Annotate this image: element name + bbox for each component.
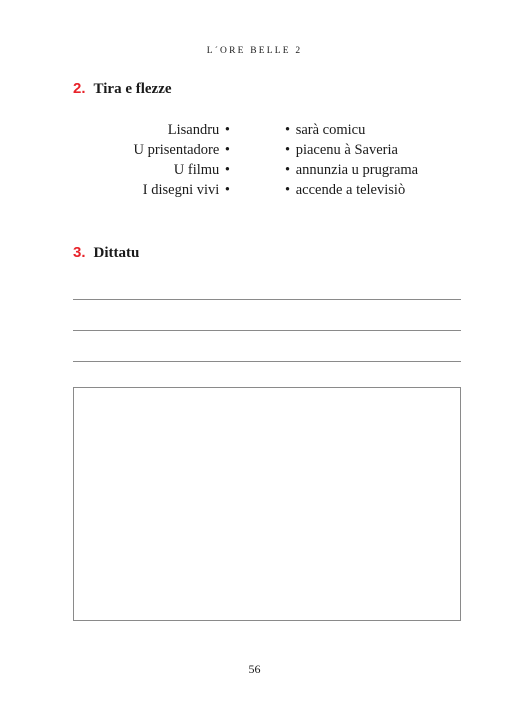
- matching-right-column: [283, 120, 483, 200]
- dictation-line-1[interactable]: [73, 299, 461, 300]
- left-item[interactable]: U prisentadore •: [133, 142, 230, 158]
- exercise-number: 3.: [73, 244, 86, 261]
- bullet-dot[interactable]: •: [285, 182, 291, 198]
- left-item[interactable]: Lisandru •: [167, 122, 230, 138]
- left-item[interactable]: U filmu •: [173, 162, 230, 178]
- bullet-dot[interactable]: •: [224, 182, 230, 198]
- matching-left-column: [100, 120, 232, 200]
- right-item[interactable]: • piacenu à Saveria: [285, 142, 398, 158]
- dictation-line-3[interactable]: [73, 361, 461, 362]
- page-number: 56: [248, 662, 261, 676]
- bullet-dot[interactable]: •: [224, 122, 230, 138]
- exercise-2-heading: [73, 80, 172, 100]
- dictation-line-2[interactable]: [73, 330, 461, 331]
- right-item[interactable]: • accende a televisiò: [285, 182, 406, 198]
- left-item[interactable]: I disegni vivi •: [142, 182, 230, 198]
- bullet-dot[interactable]: •: [285, 162, 291, 178]
- bullet-dot[interactable]: •: [285, 122, 291, 138]
- running-head: L´ORE BELLE 2: [206, 46, 303, 56]
- exercise-title: Dittatu: [93, 245, 140, 261]
- drawing-box[interactable]: [73, 387, 461, 621]
- exercise-number: 2.: [73, 80, 86, 97]
- exercise-3-heading: [73, 244, 139, 264]
- bullet-dot[interactable]: •: [224, 162, 230, 178]
- exercise-title: Tira e flezze: [93, 81, 172, 97]
- bullet-dot[interactable]: •: [285, 142, 291, 158]
- right-item[interactable]: • sarà comicu: [285, 122, 366, 138]
- right-item[interactable]: • annunzia u prugrama: [285, 162, 419, 178]
- bullet-dot[interactable]: •: [224, 142, 230, 158]
